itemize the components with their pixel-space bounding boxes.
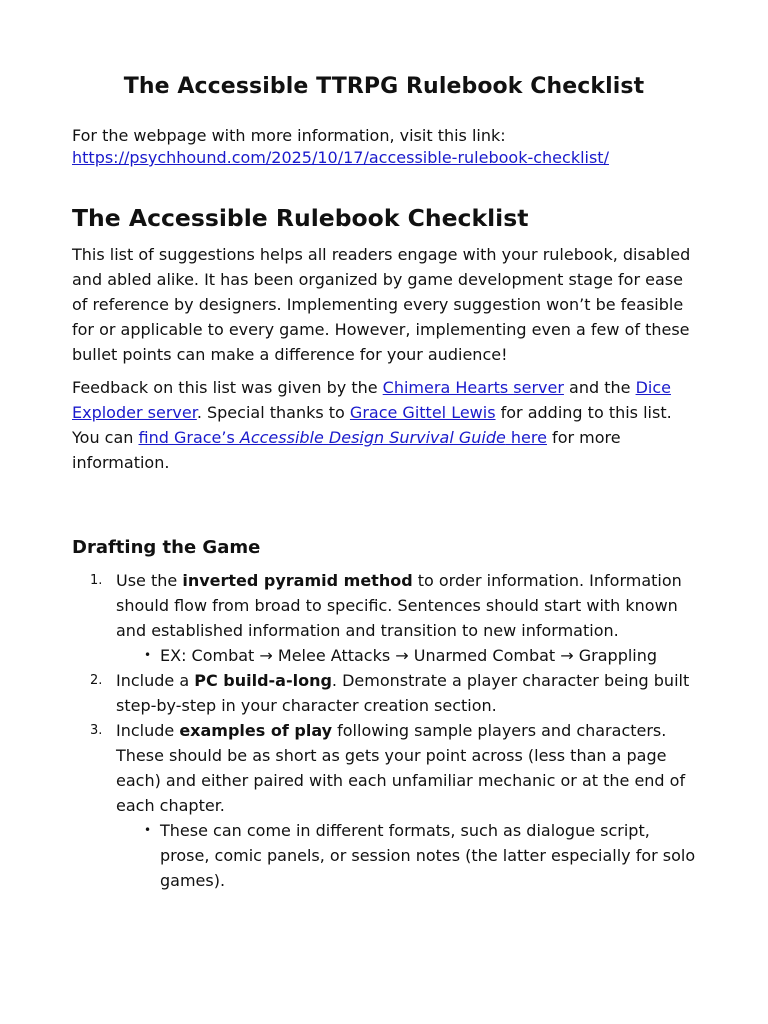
document-title: The Accessible TTRPG Rulebook Checklist [123, 74, 645, 99]
feedback-text-3: . Special thanks to [196, 403, 350, 422]
chimera-hearts-link[interactable]: Chimera Hearts server [382, 378, 564, 397]
survival-guide-link-title: Accessible Design Survival Guide [239, 428, 506, 447]
drafting-list [72, 568, 702, 893]
feedback-paragraph [72, 375, 702, 475]
item-text-bold: examples of play [179, 721, 333, 740]
feedback-text-5: for more information. [72, 428, 621, 472]
sub-list-item [144, 818, 702, 893]
item-text-pre: Include [116, 721, 180, 740]
list-number: 3. [90, 723, 103, 738]
item-text-bold: PC build-a-long [194, 671, 332, 690]
sub-item-text: These can come in different formats, such as dialogue script, prose, comic panels, or session notes (the latter especially for solo games). [160, 821, 696, 890]
item-text-post: . Demonstrate a player character being built step-by-step in your character creation section. [116, 671, 690, 715]
webpage-link[interactable]: https://psychhound.com/2025/10/17/accessible-rulebook-checklist/ [72, 148, 609, 167]
sub-item-text: EX: Combat → Melee Attacks → Unarmed Combat → Grappling [160, 646, 658, 665]
item-text-pre: Include a [116, 671, 195, 690]
list-number: 1. [90, 573, 103, 588]
survival-guide-link-text-2: here [505, 428, 547, 447]
item-text-post: to order information. Information should flow from broad to specific. Sentences should start with known and established information and transition to new information. [116, 571, 682, 640]
bullet-icon: • [144, 648, 152, 662]
feedback-text-1: Feedback on this list was given by the [72, 378, 383, 397]
item-text-bold: inverted pyramid method [182, 571, 413, 590]
grace-gittel-lewis-link[interactable]: Grace Gittel Lewis [349, 403, 496, 422]
dice-exploder-link[interactable]: Dice Exploder server [72, 378, 671, 422]
intro-text: For the webpage with more information, visit this link: [72, 126, 506, 145]
survival-guide-link-text-1: find Grace’s [138, 428, 240, 447]
item-text-post: following sample players and characters. These should be as short as gets your point across (less than a page each) and either paired with each unfamiliar mechanic or at the end of each chapter. [116, 721, 686, 815]
intro-block [72, 125, 712, 169]
list-item [90, 718, 702, 893]
feedback-text-2: and the [563, 378, 636, 397]
sub-list [116, 643, 702, 668]
drafting-title: Drafting the Game [72, 537, 261, 558]
sub-list [116, 818, 702, 893]
bullet-icon: • [144, 823, 152, 837]
feedback-text-4: for adding to this list. You can [72, 403, 672, 447]
list-number: 2. [90, 673, 103, 688]
section-title: The Accessible Rulebook Checklist [72, 204, 529, 232]
sub-list-item [144, 643, 702, 668]
survival-guide-link[interactable] [139, 428, 547, 447]
list-item [90, 568, 702, 668]
item-text-pre: Use the [116, 571, 183, 590]
list-item [90, 668, 702, 718]
intro-paragraph: This list of suggestions helps all readers engage with your rulebook, disabled and abled alike. It has been organized by game development stage for ease of reference by designers. Implementing every suggestion won’t be feasible for or applicable to every game. However, implementing even a few of these bullet points can make a difference for your audience! [72, 245, 691, 364]
